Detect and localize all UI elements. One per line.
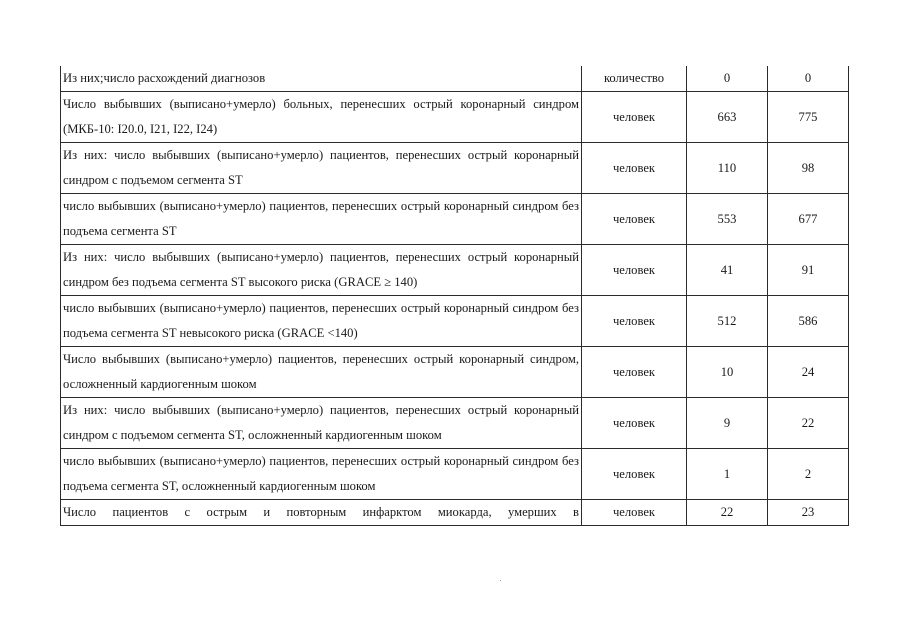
- row-value-2: 98: [768, 143, 849, 194]
- table-row: [61, 143, 849, 194]
- row-value-1: 0: [687, 66, 768, 92]
- row-unit: человек: [582, 296, 687, 347]
- row-description: число выбывших (выписано+умерло) пациентов, перенесших острый коронарный синдром без подъема сегмента ST, осложненный кардиогенным шоком: [61, 449, 582, 500]
- row-unit: человек: [582, 398, 687, 449]
- statistics-table: [60, 66, 849, 526]
- row-value-1: 1: [687, 449, 768, 500]
- table-row: [61, 66, 849, 92]
- row-unit: количество: [582, 66, 687, 92]
- row-value-2: 22: [768, 398, 849, 449]
- table-row: [61, 194, 849, 245]
- row-unit: человек: [582, 347, 687, 398]
- row-value-1: 9: [687, 398, 768, 449]
- row-value-2: 677: [768, 194, 849, 245]
- row-unit: человек: [582, 500, 687, 526]
- table-row: [61, 245, 849, 296]
- row-value-2: 24: [768, 347, 849, 398]
- row-unit: человек: [582, 92, 687, 143]
- scan-speck: [500, 580, 501, 581]
- row-value-2: 2: [768, 449, 849, 500]
- row-value-2: 23: [768, 500, 849, 526]
- row-description: число выбывших (выписано+умерло) пациентов, перенесших острый коронарный синдром без подъема сегмента ST: [61, 194, 582, 245]
- table-row: [61, 398, 849, 449]
- row-description: Число выбывших (выписано+умерло) больных, перенесших острый коронарный синдром (МКБ-10: I20.0, I21, I22, I24): [61, 92, 582, 143]
- row-description: Из них;число расхождений диагнозов: [61, 66, 582, 92]
- row-value-1: 22: [687, 500, 768, 526]
- table-row: [61, 296, 849, 347]
- row-description: Число выбывших (выписано+умерло) пациентов, перенесших острый коронарный синдром, осложненный кардиогенным шоком: [61, 347, 582, 398]
- table-row: [61, 347, 849, 398]
- row-value-2: 586: [768, 296, 849, 347]
- row-value-2: 0: [768, 66, 849, 92]
- row-value-2: 91: [768, 245, 849, 296]
- row-unit: человек: [582, 143, 687, 194]
- row-description: число выбывших (выписано+умерло) пациентов, перенесших острый коронарный синдром без подъема сегмента ST невысокого риска (GRACE <140): [61, 296, 582, 347]
- row-description: Из них: число выбывших (выписано+умерло) пациентов, перенесших острый коронарный синдром с подъемом сегмента ST: [61, 143, 582, 194]
- row-description: Из них: число выбывших (выписано+умерло) пациентов, перенесших острый коронарный синдром с подъемом сегмента ST, осложненный кардиогенным шоком: [61, 398, 582, 449]
- table-row: [61, 449, 849, 500]
- row-value-1: 553: [687, 194, 768, 245]
- row-unit: человек: [582, 245, 687, 296]
- row-unit: человек: [582, 449, 687, 500]
- row-value-1: 10: [687, 347, 768, 398]
- table-row: [61, 500, 849, 526]
- row-value-1: 663: [687, 92, 768, 143]
- row-value-1: 512: [687, 296, 768, 347]
- row-unit: человек: [582, 194, 687, 245]
- table-row: [61, 92, 849, 143]
- row-description: Число пациентов с острым и повторным инфарктом миокарда, умерших в: [61, 500, 582, 526]
- row-description: Из них: число выбывших (выписано+умерло) пациентов, перенесших острый коронарный синдром без подъема сегмента ST высокого риска (GRACE ≥ 140): [61, 245, 582, 296]
- row-value-1: 41: [687, 245, 768, 296]
- row-value-2: 775: [768, 92, 849, 143]
- row-value-1: 110: [687, 143, 768, 194]
